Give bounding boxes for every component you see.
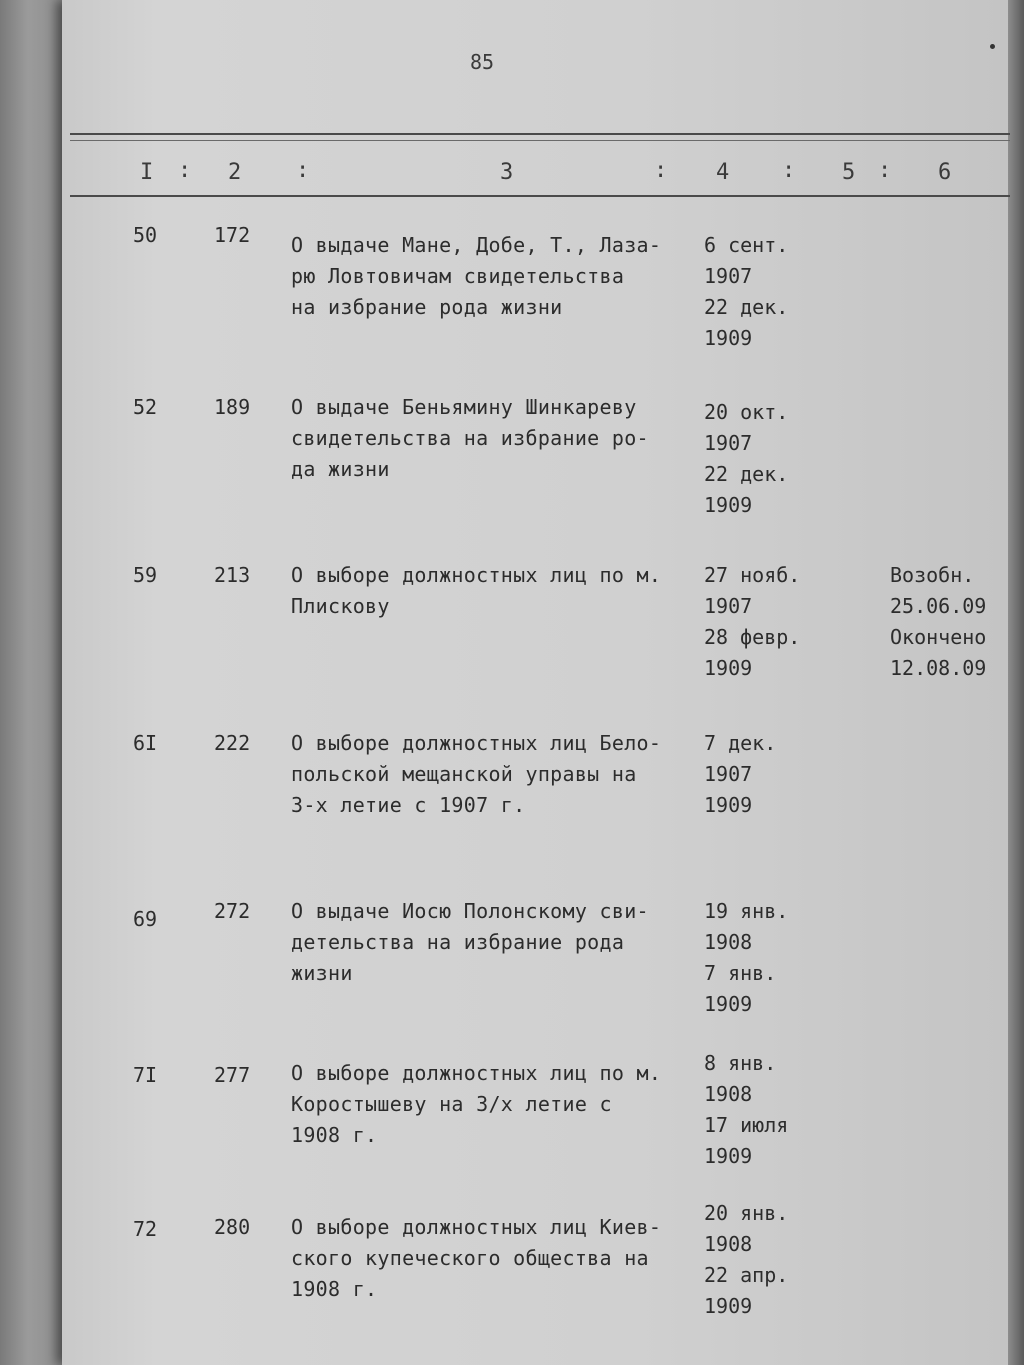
record-id: 272 [214,899,251,923]
record-title: О выборе должностных лиц по м. Плискову [291,563,662,618]
record-dates: 27 нояб. 1907 28 февр. 1909 [704,563,801,680]
col-header-3: 3 [500,160,514,185]
record-dates: 8 янв. 1908 17 июля 1909 [704,1051,789,1168]
record-dates: 7 дек. 1907 1909 [704,731,777,817]
col-separator: : [178,158,192,183]
col-header-5: 5 [842,160,856,185]
record-title: О выборе должностных лиц Киев- ского купеческого общества на 1908 г. [291,1215,662,1301]
col-header-1: I [140,160,154,185]
col-header-6: 6 [938,160,952,185]
col-header-4: 4 [716,160,730,185]
header-rule-top-thin [70,140,1010,141]
row-number: 50 [133,223,158,247]
record-title: О выборе должностных лиц Бело- польской мещанской управы на 3-х летие с 1907 г. [291,731,662,817]
record-note: Возобн. 25.06.09 Окончено 12.08.09 [890,563,987,680]
record-title: О выборе должностных лиц по м. Коростышеву на 3/х летие с 1908 г. [291,1061,662,1147]
row-number: 59 [133,563,158,587]
header-rule-top [70,133,1010,135]
col-separator: : [878,158,892,183]
record-title: О выдаче Иосю Полонскому сви- детельства на избрание рода жизни [291,899,649,985]
ink-mark [990,44,995,49]
record-dates: 19 янв. 1908 7 янв. 1909 [704,899,789,1016]
document-page [62,0,1010,1365]
col-separator: : [782,158,796,183]
page-number: 85 [470,50,495,74]
record-id: 189 [214,395,251,419]
page-binding-edge [1008,0,1024,1365]
record-id: 222 [214,731,251,755]
record-dates: 6 сент. 1907 22 дек. 1909 [704,233,789,350]
row-number: 7I [133,1063,158,1087]
col-header-2: 2 [228,160,242,185]
row-number: 6I [133,731,158,755]
row-number: 72 [133,1217,158,1241]
row-number: 69 [133,907,158,931]
record-title: О выдаче Мане, Добе, Т., Лаза- рю Ловтовичам свидетельства на избрание рода жизни [291,233,662,319]
col-separator: : [654,158,668,183]
record-title: О выдаче Беньямину Шинкареву свидетельства на избрание ро- да жизни [291,395,649,481]
record-id: 172 [214,223,251,247]
previous-page-edge [0,0,70,1365]
record-dates: 20 окт. 1907 22 дек. 1909 [704,400,789,517]
record-dates: 20 янв. 1908 22 апр. 1909 [704,1201,789,1318]
header-rule-bottom [70,195,1010,197]
col-separator: : [296,158,310,183]
row-number: 52 [133,395,158,419]
record-id: 277 [214,1063,251,1087]
record-id: 280 [214,1215,251,1239]
record-id: 213 [214,563,251,587]
